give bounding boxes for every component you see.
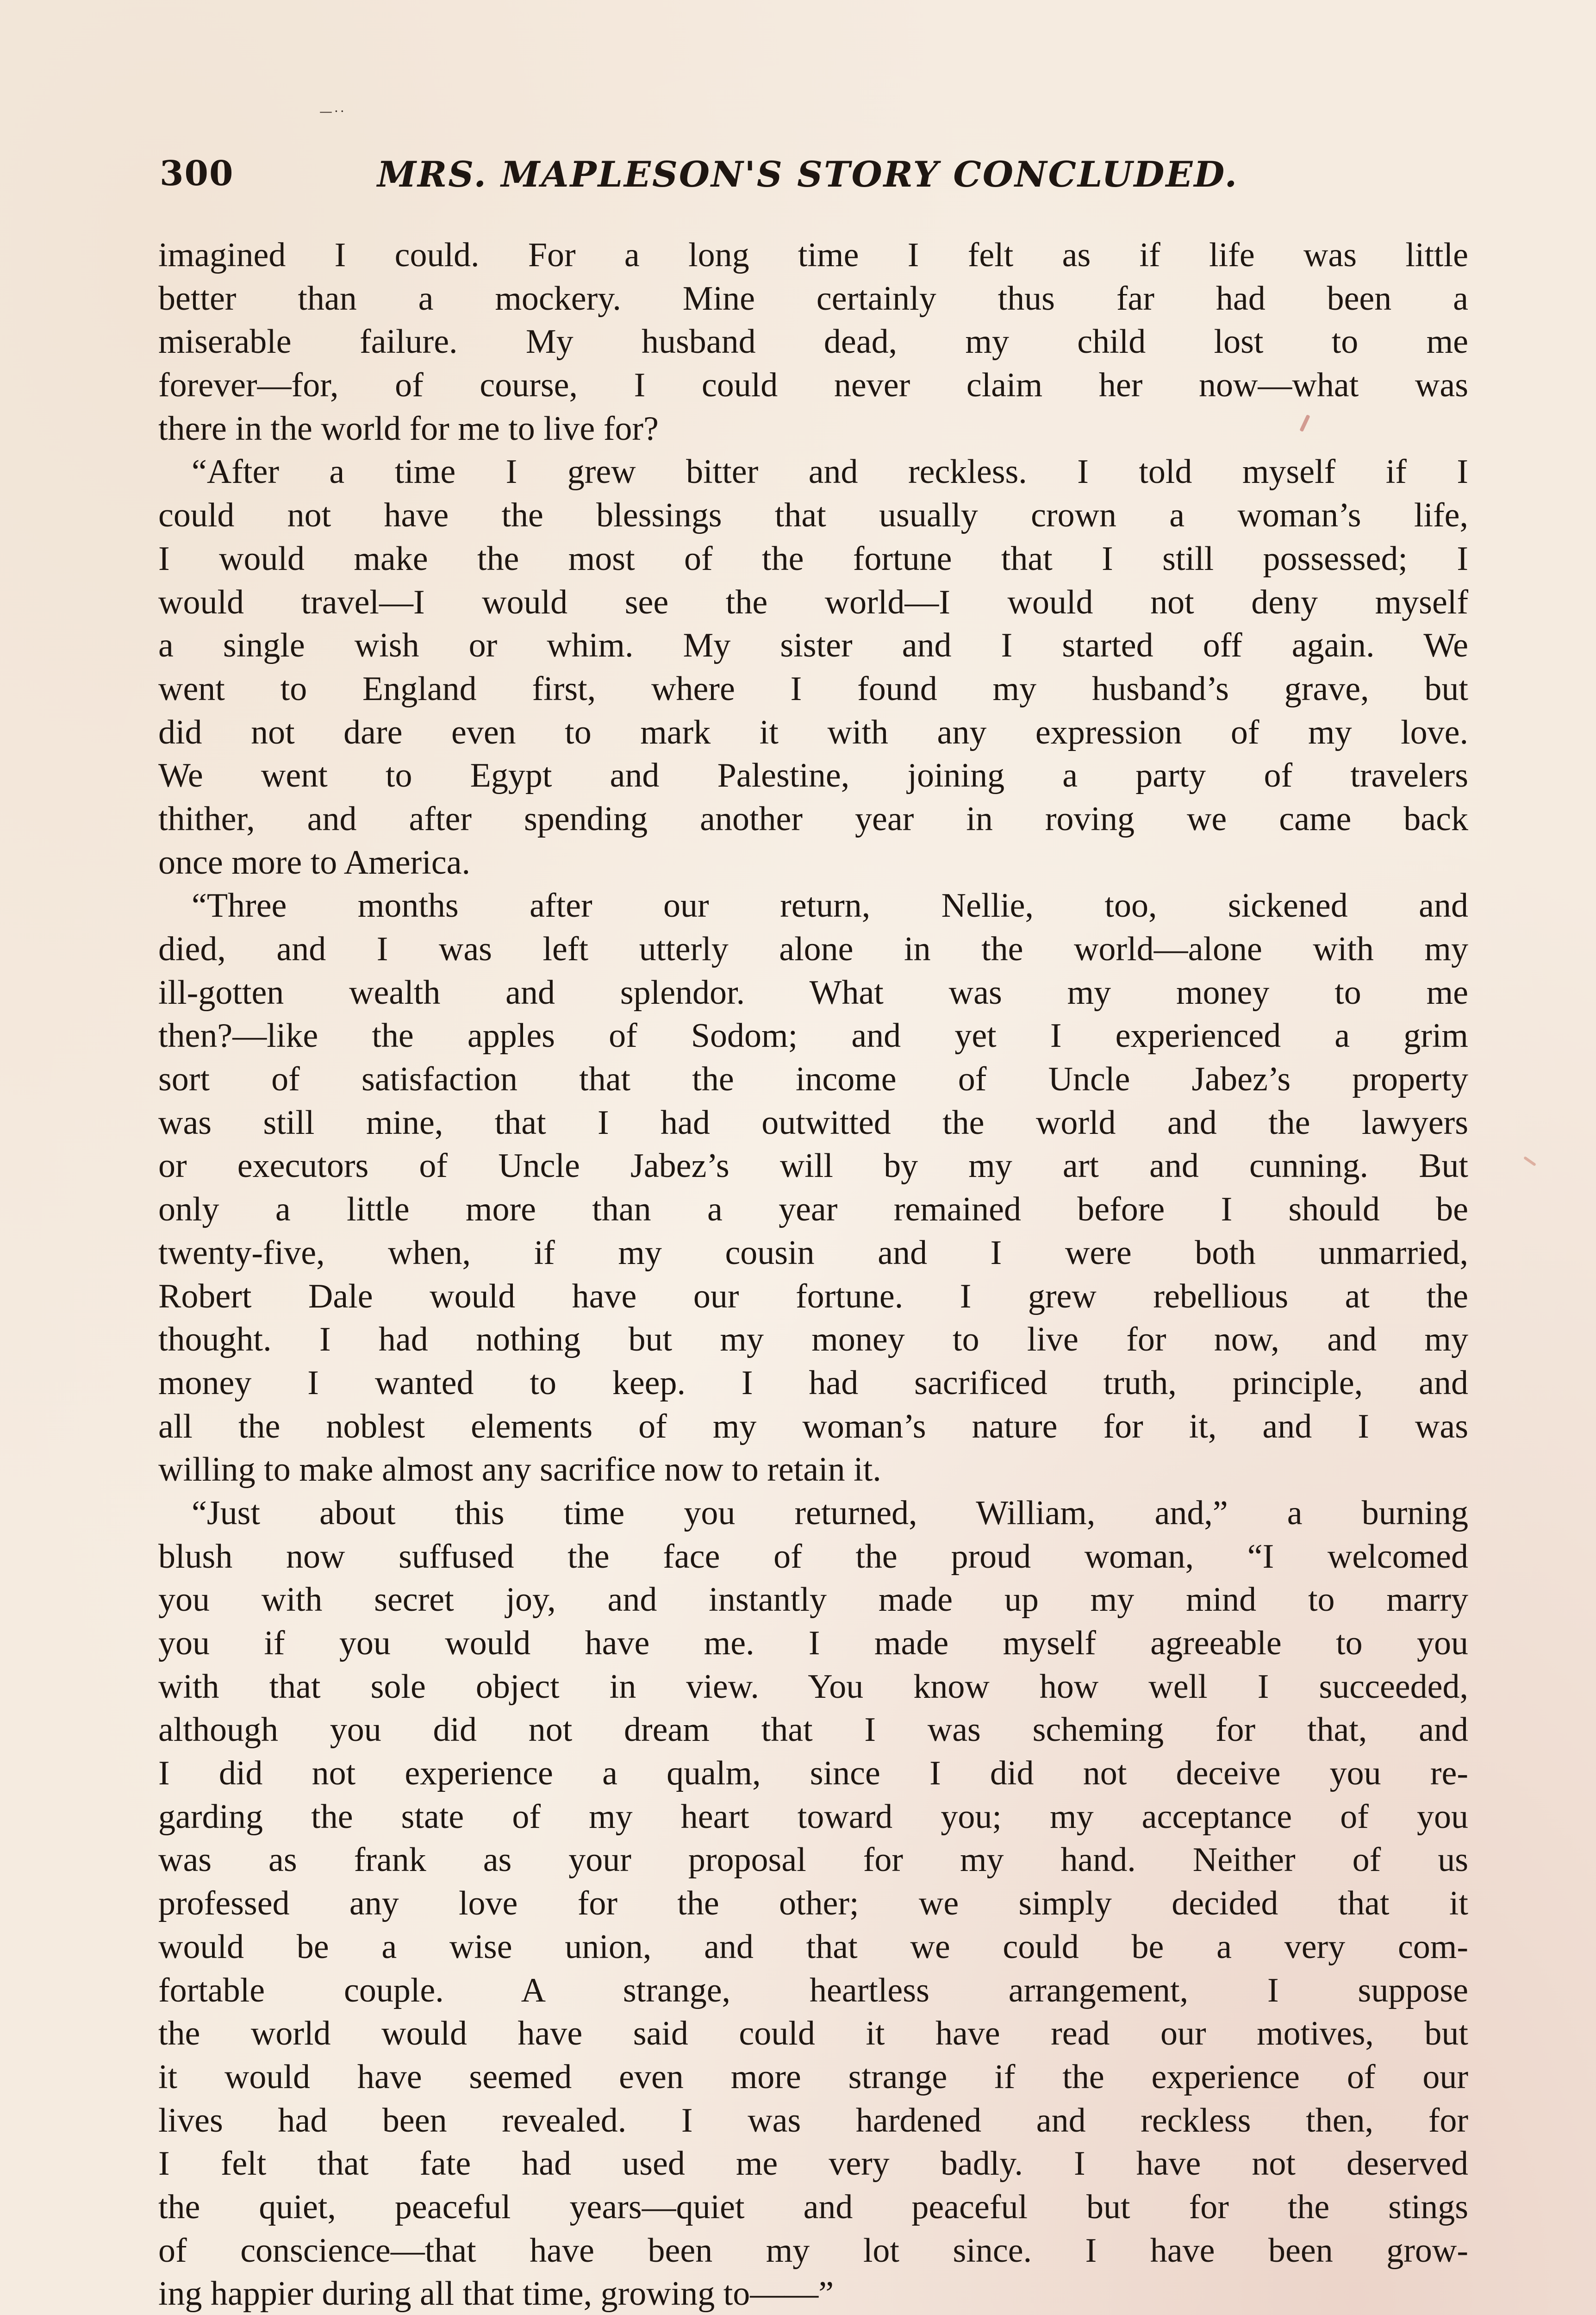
pen-stroke-mark bbox=[1523, 1156, 1536, 1166]
text-line: all the noblest elements of my woman’s nature for it, and I was bbox=[158, 1407, 1468, 1445]
text-line: there in the world for me to live for? bbox=[158, 409, 659, 448]
text-line: with that sole object in view. You know how well I succeeded, bbox=[158, 1667, 1468, 1706]
stray-ink-mark: —·· bbox=[319, 104, 346, 119]
text-line: once more to America. bbox=[158, 843, 470, 882]
body-text bbox=[158, 234, 1468, 2315]
text-line: of conscience—that have been my lot since. I have been grow- bbox=[158, 2231, 1468, 2270]
text-line: the world would have said could it have read our motives, but bbox=[158, 2015, 1468, 2053]
text-line: thought. I had nothing but my money to live for now, and my bbox=[158, 1320, 1468, 1359]
text-line: did not dare even to mark it with any expression of my love. bbox=[158, 713, 1468, 751]
text-line: thither, and after spending another year in roving we came back bbox=[158, 800, 1468, 838]
text-line: I would make the most of the fortune that I still possessed; I bbox=[158, 539, 1468, 578]
text-line: sort of satisfaction that the income of Uncle Jabez’s property bbox=[158, 1060, 1468, 1099]
text-line: I felt that fate had used me very badly. I have not deserved bbox=[158, 2145, 1468, 2183]
text-line: forever—for, of course, I could never claim her now—what was bbox=[158, 366, 1468, 405]
text-line: “Three months after our return, Nellie, too, sickened and bbox=[192, 887, 1468, 925]
text-line: “Just about this time you returned, William, and,” a burning bbox=[192, 1494, 1468, 1532]
text-line: you if you would have me. I made myself agreeable to you bbox=[158, 1624, 1468, 1662]
text-line: Robert Dale would have our fortune. I grew rebellious at the bbox=[158, 1277, 1468, 1315]
text-line: could not have the blessings that usually crown a woman’s life, bbox=[158, 496, 1468, 535]
running-title: MRS. MAPLESON'S STORY CONCLUDED. bbox=[377, 154, 1239, 195]
text-line: then?—like the apples of Sodom; and yet I experienced a grim bbox=[158, 1017, 1468, 1055]
text-line: We went to Egypt and Palestine, joining a party of travelers bbox=[158, 757, 1468, 795]
text-line: blush now suffused the face of the proud woman, “I welcomed bbox=[158, 1537, 1468, 1576]
text-line: professed any love for the other; we simply decided that it bbox=[158, 1884, 1468, 1923]
text-line: or executors of Uncle Jabez’s will by my art and cunning. But bbox=[158, 1147, 1468, 1185]
text-line: lives had been revealed. I was hardened and reckless then, for bbox=[158, 2101, 1468, 2140]
text-line: would be a wise union, and that we could be a very com- bbox=[158, 1927, 1468, 1966]
text-line: a single wish or whim. My sister and I started off again. We bbox=[158, 626, 1468, 665]
text-line: only a little more than a year remained before I should be bbox=[158, 1190, 1468, 1229]
text-line: imagined I could. For a long time I felt as if life was little bbox=[158, 236, 1468, 274]
text-line: although you did not dream that I was scheming for that, and bbox=[158, 1711, 1468, 1749]
text-line: ing happier during all that time, growing to——” bbox=[158, 2275, 834, 2313]
page-header bbox=[160, 147, 1470, 198]
text-line: better than a mockery. Mine certainly thus far had been a bbox=[158, 279, 1468, 318]
text-line: miserable failure. My husband dead, my child lost to me bbox=[158, 323, 1468, 361]
text-line: was still mine, that I had outwitted the world and the lawyers bbox=[158, 1103, 1468, 1142]
text-line: it would have seemed even more strange if the experience of our bbox=[158, 2058, 1468, 2096]
text-line: willing to make almost any sacrifice now to retain it. bbox=[158, 1451, 881, 1489]
text-line: you with secret joy, and instantly made up my mind to marry bbox=[158, 1581, 1468, 1619]
text-line: I did not experience a qualm, since I did not deceive you re- bbox=[158, 1754, 1468, 1793]
text-line: “After a time I grew bitter and reckless. I told myself if I bbox=[192, 453, 1468, 491]
text-line: was as frank as your proposal for my hand. Neither of us bbox=[158, 1841, 1468, 1879]
text-line: went to England first, where I found my husband’s grave, but bbox=[158, 669, 1468, 708]
text-line: money I wanted to keep. I had sacrificed truth, principle, and bbox=[158, 1364, 1468, 1402]
text-line: fortable couple. A strange, heartless arrangement, I suppose bbox=[158, 1971, 1468, 2009]
text-line: garding the state of my heart toward you; my acceptance of you bbox=[158, 1797, 1468, 1836]
text-line: the quiet, peaceful years—quiet and peaceful but for the stings bbox=[158, 2188, 1468, 2226]
text-line: ill-gotten wealth and splendor. What was my money to me bbox=[158, 973, 1468, 1012]
page-number: 300 bbox=[160, 154, 234, 194]
text-line: twenty-five, when, if my cousin and I were both unmarried, bbox=[158, 1233, 1468, 1272]
text-line: died, and I was left utterly alone in the world—alone with my bbox=[158, 930, 1468, 968]
text-line: would travel—I would see the world—I would not deny myself bbox=[158, 583, 1468, 621]
